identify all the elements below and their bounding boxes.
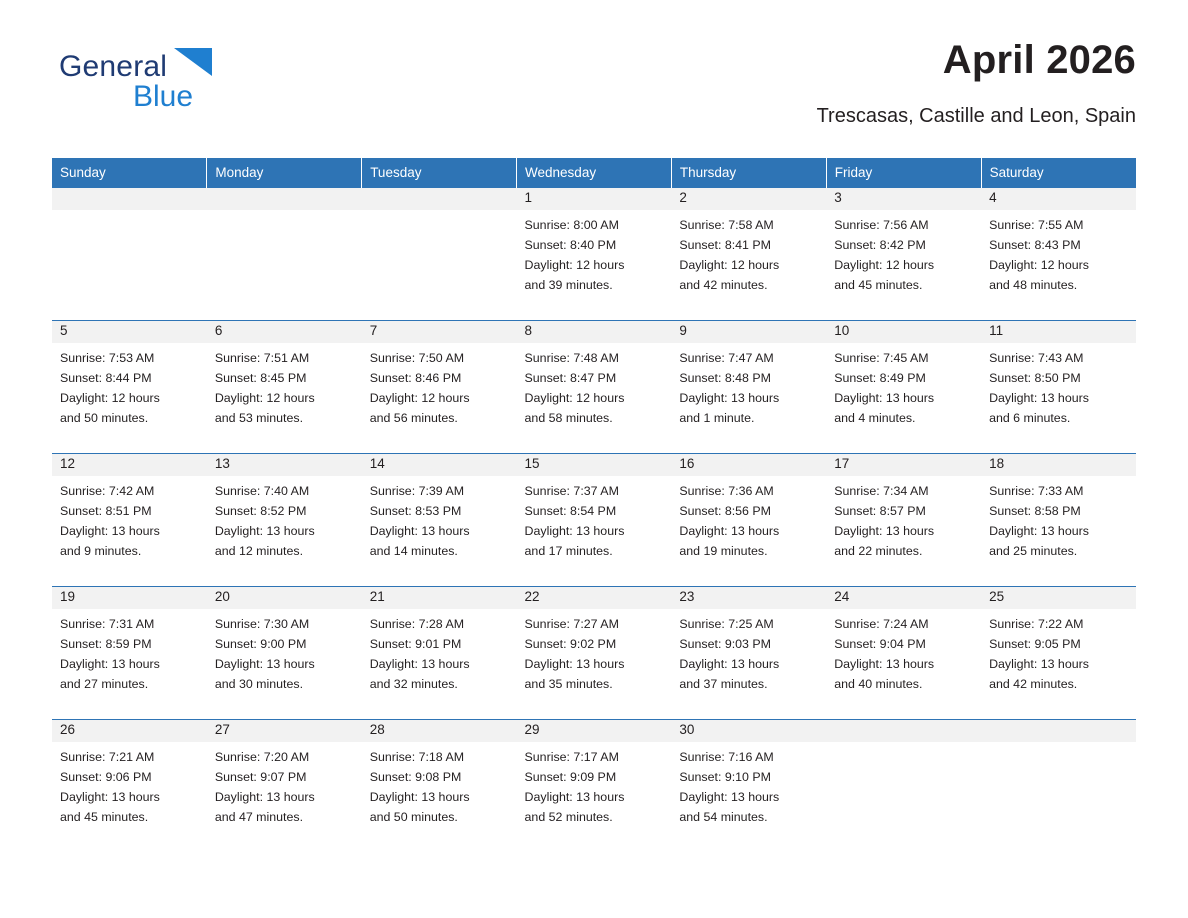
day-detail-line: Daylight: 13 hours	[214, 657, 315, 671]
day-detail-line: Sunset: 9:09 PM	[524, 770, 617, 784]
calendar-day-cell[interactable]	[981, 321, 1136, 440]
day-details	[362, 210, 517, 215]
calendar-day-cell[interactable]	[362, 720, 517, 839]
day-detail-line: Daylight: 13 hours	[834, 524, 935, 538]
calendar-week-row	[52, 321, 1136, 440]
day-detail-line: and 53 minutes.	[214, 411, 304, 425]
day-detail-line: Daylight: 13 hours	[679, 790, 780, 804]
day-detail-line: and 50 minutes.	[369, 810, 458, 824]
day-detail-line: Sunset: 8:50 PM	[989, 371, 1081, 385]
day-number: 24	[826, 587, 981, 609]
day-number: 13	[207, 454, 362, 476]
day-details	[826, 609, 981, 694]
day-detail-line: Sunset: 9:10 PM	[679, 770, 771, 784]
day-number: 6	[207, 321, 362, 343]
day-detail-line: Sunset: 9:06 PM	[60, 770, 152, 784]
day-detail-line: and 35 minutes.	[524, 677, 613, 691]
day-detail-line: Sunset: 8:48 PM	[679, 371, 771, 385]
day-detail-line: Sunrise: 7:51 AM	[214, 351, 310, 365]
day-details	[362, 742, 517, 827]
calendar-day-cell[interactable]	[671, 587, 826, 706]
day-details	[362, 343, 517, 428]
day-number: 23	[671, 587, 826, 609]
calendar-day-empty	[981, 720, 1136, 839]
day-detail-line: Daylight: 13 hours	[369, 524, 470, 538]
day-detail-line: Sunrise: 7:24 AM	[834, 617, 929, 631]
weekday-header-thursday: Thursday	[671, 158, 826, 188]
day-number: 16	[671, 454, 826, 476]
day-detail-line: Daylight: 12 hours	[834, 258, 935, 272]
day-details	[52, 210, 207, 215]
day-detail-line: and 56 minutes.	[369, 411, 458, 425]
day-number: 7	[362, 321, 517, 343]
triangle-icon	[174, 48, 214, 84]
calendar-week-row	[52, 454, 1136, 573]
week-spacer-cell	[52, 306, 1136, 321]
calendar-day-empty	[52, 188, 207, 307]
calendar-day-cell[interactable]	[517, 321, 672, 440]
day-detail-line: Daylight: 13 hours	[214, 524, 315, 538]
day-detail-line: and 12 minutes.	[214, 544, 304, 558]
week-spacer-cell	[52, 572, 1136, 587]
day-detail-line: and 1 minute.	[679, 411, 755, 425]
day-detail-line: Sunrise: 7:17 AM	[524, 750, 619, 764]
day-detail-line: and 25 minutes.	[989, 544, 1078, 558]
day-detail-line: Sunset: 9:01 PM	[369, 637, 462, 651]
day-detail-line: Daylight: 13 hours	[679, 391, 780, 405]
calendar-day-cell[interactable]	[671, 720, 826, 839]
day-detail-line: Daylight: 12 hours	[989, 258, 1089, 272]
day-detail-line: Sunset: 8:49 PM	[834, 371, 926, 385]
weekday-header-saturday: Saturday	[981, 158, 1136, 188]
calendar-day-cell[interactable]	[207, 321, 362, 440]
day-detail-line: Sunrise: 7:21 AM	[60, 750, 155, 764]
day-detail-line: Sunrise: 7:22 AM	[989, 617, 1084, 631]
weekday-header-row	[52, 158, 1136, 188]
calendar-day-cell[interactable]	[207, 587, 362, 706]
day-details	[671, 476, 826, 561]
day-details	[207, 609, 362, 694]
day-detail-line: Sunrise: 7:31 AM	[60, 617, 155, 631]
calendar-week-row	[52, 188, 1136, 307]
day-detail-line: Daylight: 13 hours	[989, 657, 1089, 671]
day-detail-line: Sunrise: 7:16 AM	[679, 750, 774, 764]
week-spacer-cell	[52, 439, 1136, 454]
day-detail-line: Daylight: 12 hours	[679, 258, 780, 272]
day-details	[362, 476, 517, 561]
day-detail-line: and 9 minutes.	[60, 544, 142, 558]
week-spacer-cell	[52, 705, 1136, 720]
calendar-day-cell[interactable]	[826, 188, 981, 307]
day-number: 19	[52, 587, 207, 609]
day-detail-line: Sunrise: 7:27 AM	[524, 617, 619, 631]
day-detail-line: Daylight: 13 hours	[369, 657, 470, 671]
day-number: 4	[981, 188, 1136, 210]
day-details	[517, 210, 672, 295]
day-number: 21	[362, 587, 517, 609]
calendar-day-cell[interactable]	[981, 587, 1136, 706]
logo-top-row	[59, 48, 214, 88]
day-detail-line: Sunset: 8:43 PM	[989, 238, 1081, 252]
day-number: 14	[362, 454, 517, 476]
calendar-day-cell[interactable]	[671, 188, 826, 307]
day-detail-line: Sunrise: 7:48 AM	[524, 351, 619, 365]
calendar-day-empty	[362, 188, 517, 307]
day-detail-line: Daylight: 12 hours	[524, 258, 625, 272]
day-number: 11	[981, 321, 1136, 343]
day-number: 28	[362, 720, 517, 742]
day-detail-line: Daylight: 13 hours	[679, 657, 780, 671]
day-detail-line: Sunset: 8:57 PM	[834, 504, 926, 518]
day-number: 15	[517, 454, 672, 476]
day-detail-line: and 52 minutes.	[524, 810, 613, 824]
day-detail-line: and 17 minutes.	[524, 544, 613, 558]
day-detail-line: Sunset: 8:41 PM	[679, 238, 771, 252]
week-spacer-row	[52, 439, 1136, 454]
day-number	[207, 188, 362, 210]
day-detail-line: Daylight: 13 hours	[214, 790, 315, 804]
day-number: 8	[517, 321, 672, 343]
day-number: 17	[826, 454, 981, 476]
page-subtitle: Trescasas, Castille and Leon, Spain	[816, 105, 1136, 127]
day-detail-line: Daylight: 13 hours	[989, 524, 1089, 538]
day-detail-line: and 48 minutes.	[989, 278, 1078, 292]
day-detail-line: and 6 minutes.	[989, 411, 1071, 425]
day-details	[52, 476, 207, 561]
day-detail-line: and 4 minutes.	[834, 411, 916, 425]
page-title: April 2026	[942, 38, 1136, 82]
calendar-day-cell[interactable]	[362, 454, 517, 573]
day-number: 26	[52, 720, 207, 742]
day-details	[981, 343, 1136, 428]
day-details	[52, 609, 207, 694]
day-detail-line: and 42 minutes.	[989, 677, 1078, 691]
calendar-day-cell[interactable]	[52, 321, 207, 440]
calendar-day-cell[interactable]	[671, 321, 826, 440]
day-detail-line: Sunrise: 7:40 AM	[214, 484, 310, 498]
day-detail-line: Daylight: 12 hours	[60, 391, 160, 405]
day-detail-line: Sunset: 8:46 PM	[369, 371, 462, 385]
day-details	[671, 343, 826, 428]
day-detail-line: and 14 minutes.	[369, 544, 458, 558]
day-detail-line: Sunset: 8:42 PM	[834, 238, 926, 252]
calendar-day-cell[interactable]	[517, 454, 672, 573]
day-details	[207, 476, 362, 561]
week-spacer-row	[52, 306, 1136, 321]
calendar-day-cell[interactable]	[517, 188, 672, 307]
day-detail-line: Daylight: 13 hours	[524, 657, 625, 671]
calendar-day-cell[interactable]	[52, 587, 207, 706]
day-detail-line: Sunrise: 7:39 AM	[369, 484, 465, 498]
day-detail-line: Daylight: 13 hours	[60, 790, 160, 804]
day-detail-line: Daylight: 12 hours	[369, 391, 470, 405]
day-detail-line: and 27 minutes.	[60, 677, 149, 691]
day-detail-line: Daylight: 12 hours	[524, 391, 625, 405]
day-detail-line: and 30 minutes.	[214, 677, 304, 691]
day-number: 2	[671, 188, 826, 210]
day-detail-line: and 45 minutes.	[834, 278, 923, 292]
day-detail-line: and 39 minutes.	[524, 278, 613, 292]
calendar-day-cell[interactable]	[671, 454, 826, 573]
day-detail-line: and 50 minutes.	[60, 411, 149, 425]
day-detail-line: Sunrise: 7:43 AM	[989, 351, 1084, 365]
calendar-day-cell[interactable]	[52, 720, 207, 839]
day-detail-line: Daylight: 13 hours	[834, 391, 935, 405]
weekday-header-sunday: Sunday	[52, 158, 207, 188]
day-number: 20	[207, 587, 362, 609]
day-detail-line: and 47 minutes.	[214, 810, 304, 824]
day-details	[826, 210, 981, 295]
day-detail-line: Sunrise: 7:37 AM	[524, 484, 619, 498]
week-spacer-row	[52, 705, 1136, 720]
day-detail-line: Sunrise: 7:18 AM	[369, 750, 465, 764]
day-number: 22	[517, 587, 672, 609]
day-details	[362, 609, 517, 694]
day-detail-line: Sunset: 8:45 PM	[214, 371, 307, 385]
week-spacer-row	[52, 572, 1136, 587]
day-details	[207, 210, 362, 215]
day-detail-line: and 54 minutes.	[679, 810, 768, 824]
day-detail-line: Sunset: 9:03 PM	[679, 637, 771, 651]
day-detail-line: Daylight: 13 hours	[60, 657, 160, 671]
day-number: 12	[52, 454, 207, 476]
day-detail-line: Sunrise: 7:53 AM	[60, 351, 155, 365]
calendar-day-cell[interactable]	[826, 587, 981, 706]
day-detail-line: Daylight: 13 hours	[834, 657, 935, 671]
day-detail-line: Sunset: 9:07 PM	[214, 770, 307, 784]
day-detail-line: Daylight: 12 hours	[214, 391, 315, 405]
day-detail-line: Sunset: 8:44 PM	[60, 371, 152, 385]
day-details	[981, 609, 1136, 694]
calendar-day-cell[interactable]	[517, 720, 672, 839]
day-detail-line: Sunrise: 7:28 AM	[369, 617, 465, 631]
day-number	[362, 188, 517, 210]
day-detail-line: Sunrise: 7:20 AM	[214, 750, 310, 764]
day-number: 30	[671, 720, 826, 742]
page-header	[52, 0, 1136, 127]
day-details	[207, 343, 362, 428]
day-detail-line: and 22 minutes.	[834, 544, 923, 558]
day-number: 10	[826, 321, 981, 343]
day-detail-line: Daylight: 13 hours	[60, 524, 160, 538]
day-detail-line: Sunset: 9:08 PM	[369, 770, 462, 784]
day-number: 3	[826, 188, 981, 210]
day-detail-line: Sunrise: 7:55 AM	[989, 218, 1084, 232]
calendar-week-row	[52, 587, 1136, 706]
day-detail-line: Sunrise: 7:25 AM	[679, 617, 774, 631]
day-details	[671, 609, 826, 694]
day-detail-line: and 45 minutes.	[60, 810, 149, 824]
weekday-header-tuesday: Tuesday	[362, 158, 517, 188]
day-detail-line: Daylight: 13 hours	[524, 790, 625, 804]
day-detail-line: Daylight: 13 hours	[679, 524, 780, 538]
calendar-day-cell[interactable]	[207, 454, 362, 573]
day-number: 29	[517, 720, 672, 742]
day-detail-line: and 40 minutes.	[834, 677, 923, 691]
day-details	[826, 476, 981, 561]
calendar-day-cell[interactable]	[826, 321, 981, 440]
day-detail-line: Sunrise: 7:33 AM	[989, 484, 1084, 498]
day-detail-line: Sunrise: 7:47 AM	[679, 351, 774, 365]
day-detail-line: Sunset: 8:58 PM	[989, 504, 1081, 518]
day-number: 18	[981, 454, 1136, 476]
calendar-day-cell[interactable]	[207, 720, 362, 839]
day-detail-line: and 19 minutes.	[679, 544, 768, 558]
day-detail-line: and 37 minutes.	[679, 677, 768, 691]
day-number: 25	[981, 587, 1136, 609]
day-detail-line: Sunset: 8:52 PM	[214, 504, 307, 518]
general-blue-logo	[59, 48, 359, 112]
day-number: 1	[517, 188, 672, 210]
day-details	[671, 210, 826, 295]
calendar-day-cell[interactable]	[981, 188, 1136, 307]
day-details	[517, 742, 672, 827]
day-details	[517, 609, 672, 694]
day-number	[826, 720, 981, 742]
day-details	[981, 210, 1136, 295]
calendar-day-cell[interactable]	[826, 454, 981, 573]
day-detail-line: Sunset: 9:00 PM	[214, 637, 307, 651]
day-detail-line: Sunrise: 8:00 AM	[524, 218, 619, 232]
day-detail-line: and 42 minutes.	[679, 278, 768, 292]
logo-word-general: General	[59, 49, 168, 83]
day-detail-line: Sunset: 8:53 PM	[369, 504, 462, 518]
calendar-week-row	[52, 720, 1136, 839]
day-details	[517, 343, 672, 428]
calendar-day-cell[interactable]	[517, 587, 672, 706]
calendar-day-cell[interactable]	[362, 321, 517, 440]
calendar-day-empty	[826, 720, 981, 839]
day-detail-line: Sunrise: 7:30 AM	[214, 617, 310, 631]
calendar-day-cell[interactable]	[981, 454, 1136, 573]
day-detail-line: Sunrise: 7:34 AM	[834, 484, 929, 498]
day-detail-line: Sunrise: 7:42 AM	[60, 484, 155, 498]
day-number: 5	[52, 321, 207, 343]
day-detail-line: Sunset: 8:47 PM	[524, 371, 617, 385]
day-detail-line: Sunset: 9:05 PM	[989, 637, 1081, 651]
day-detail-line: Sunrise: 7:50 AM	[369, 351, 465, 365]
weekday-header-friday: Friday	[826, 158, 981, 188]
day-detail-line: Daylight: 13 hours	[369, 790, 470, 804]
day-details	[517, 476, 672, 561]
day-detail-line: and 58 minutes.	[524, 411, 613, 425]
day-details	[981, 742, 1136, 747]
day-details	[52, 742, 207, 827]
day-details	[826, 343, 981, 428]
day-detail-line: Daylight: 13 hours	[989, 391, 1089, 405]
calendar-body	[52, 188, 1136, 839]
day-detail-line: Sunset: 8:54 PM	[524, 504, 617, 518]
day-number: 9	[671, 321, 826, 343]
day-details	[52, 343, 207, 428]
calendar-day-cell[interactable]	[52, 454, 207, 573]
day-detail-line: Sunset: 8:56 PM	[679, 504, 771, 518]
day-details	[981, 476, 1136, 561]
day-number	[52, 188, 207, 210]
day-detail-line: Sunrise: 7:36 AM	[679, 484, 774, 498]
day-detail-line: Sunrise: 7:58 AM	[679, 218, 774, 232]
day-detail-line: Sunset: 9:04 PM	[834, 637, 926, 651]
day-number: 27	[207, 720, 362, 742]
weekday-header-wednesday: Wednesday	[517, 158, 672, 188]
day-detail-line: Sunset: 9:02 PM	[524, 637, 617, 651]
day-detail-line: and 32 minutes.	[369, 677, 458, 691]
weekday-header-monday: Monday	[207, 158, 362, 188]
day-detail-line: Sunrise: 7:45 AM	[834, 351, 929, 365]
day-details	[671, 742, 826, 827]
calendar-day-empty	[207, 188, 362, 307]
calendar-day-cell[interactable]	[362, 587, 517, 706]
day-detail-line: Sunrise: 7:56 AM	[834, 218, 929, 232]
logo-word-blue: Blue	[133, 80, 194, 113]
day-detail-line: Daylight: 13 hours	[524, 524, 625, 538]
day-detail-line: Sunset: 8:51 PM	[60, 504, 152, 518]
day-detail-line: Sunset: 8:40 PM	[524, 238, 617, 252]
day-details	[207, 742, 362, 827]
day-number	[981, 720, 1136, 742]
day-detail-line: Sunset: 8:59 PM	[60, 637, 152, 651]
calendar-table	[52, 158, 1136, 838]
day-details	[826, 742, 981, 747]
